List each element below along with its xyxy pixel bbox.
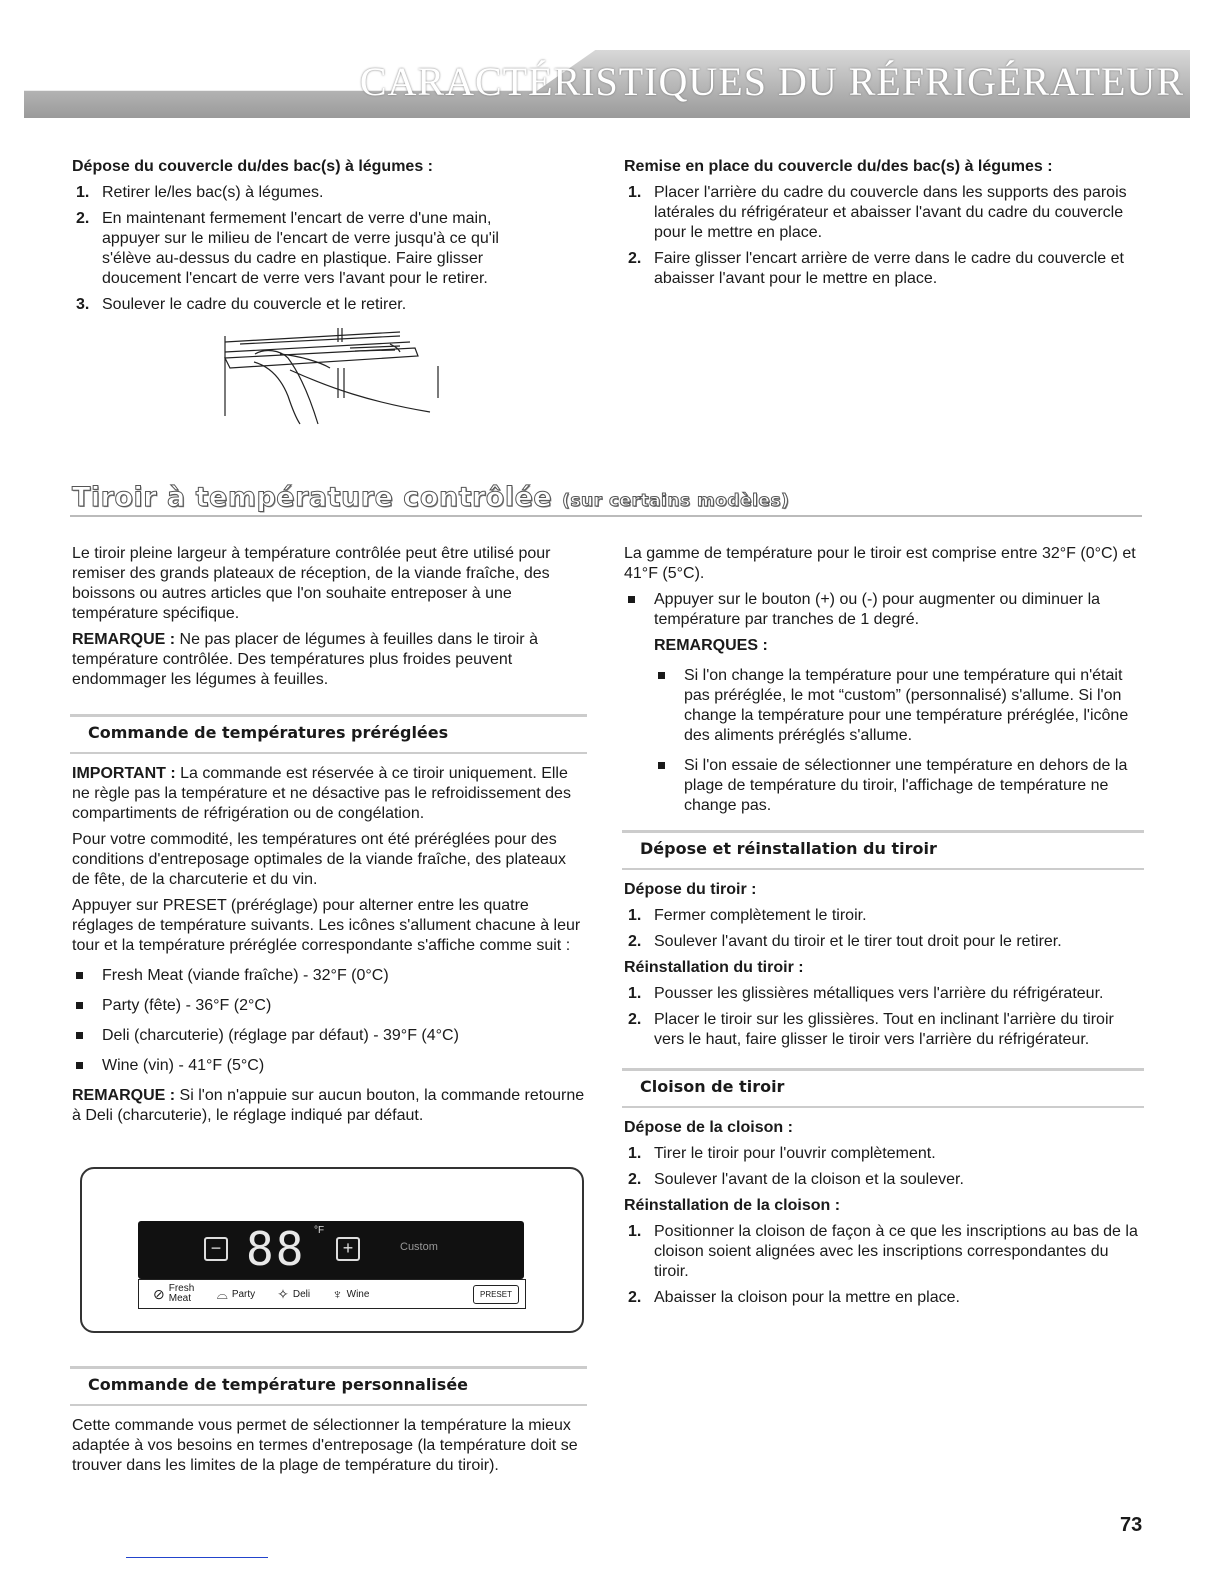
drawer-heading-box <box>622 830 1144 870</box>
list-item: Fresh Meat (viande fraîche) - 32°F (0°C) <box>72 966 587 986</box>
custom-indicator: Custom <box>400 1241 438 1253</box>
drawer-heading: Dépose et réinstallation du tiroir <box>640 839 937 858</box>
divider-heading-box <box>622 1068 1144 1108</box>
list-item: 1. Positionner la cloison de façon à ce que les inscriptions au bas de la cloison soient alignées avec les inscriptions correspondantes du tiroir. <box>628 1223 1138 1280</box>
list-item: 1. Fermer complètement le tiroir. <box>628 907 867 924</box>
list-item: Appuyer sur le bouton (+) ou (-) pour augmenter ou diminuer la température par tranches de 1 degré. <box>624 590 1144 630</box>
preset-control-heading-box <box>70 714 587 754</box>
list-item: Party (fête) - 36°F (2°C) <box>72 996 587 1016</box>
list-item: Deli (charcuterie) (réglage par défaut) - 39°F (4°C) <box>72 1026 587 1046</box>
list-item: Si l'on essaie de sélectionner une température en dehors de la plage de température du tiroir, l'affichage de température ne change pas. <box>654 756 1144 816</box>
divider-remove-steps <box>624 1144 1144 1190</box>
list-item: 3. Soulever le cadre du couvercle et le retirer. <box>76 296 407 313</box>
range-paragraph: La gamme de température pour le tiroir est comprise entre 32°F (0°C) et 41°F (5°C). <box>624 545 1136 582</box>
section-title-text: Tiroir à température contrôlée <box>72 482 553 513</box>
preset-control-heading: Commande de températures préréglées <box>88 723 449 742</box>
custom-control-section <box>72 1366 587 1482</box>
top-left-column <box>72 157 542 321</box>
preset-paragraph: Appuyer sur PRESET (préréglage) pour alterner entre les quatre réglages de température suivants. Les icônes s'allument chacune à leur tour et la température préréglée correspondante s'affiche comme suit : <box>72 897 581 954</box>
footer-line <box>126 1557 268 1558</box>
drawer-reinstall-heading: Réinstallation du tiroir : <box>624 959 804 976</box>
remarks-heading: REMARQUES : <box>654 637 768 654</box>
list-item: Si l'on change la température pour une température qui n'était pas préréglée, le mot “custom” (personnalisé) s'allume. Si l'on change la température pour une température préréglée, l'icône des aliments préréglés s'allume. <box>654 666 1144 746</box>
header-title: CARACTÉRISTIQUES DU RÉFRIGÉRATEUR <box>359 59 1184 104</box>
list-item: 2. Abaisser la cloison pour la mettre en place. <box>628 1289 960 1306</box>
remarks-block <box>624 636 1144 816</box>
drawer-remove-steps <box>624 906 1144 952</box>
top-right-column <box>624 157 1144 295</box>
divider-heading: Cloison de tiroir <box>640 1077 785 1096</box>
page-number: 73 <box>1120 1514 1143 1536</box>
preset-list <box>72 966 587 1076</box>
section-subtitle: (sur certains modèles) <box>562 491 790 511</box>
crisper-cover-illustration <box>210 318 460 430</box>
wine-label: Wine <box>346 1288 370 1300</box>
list-item: 1. Retirer le/les bac(s) à légumes. <box>76 184 324 201</box>
list-item: 1. Pousser les glissières métalliques vers l'arrière du réfrigérateur. <box>628 985 1104 1002</box>
plus-button[interactable]: + <box>336 1237 360 1261</box>
section-rule <box>70 515 1142 517</box>
section-title <box>72 482 789 513</box>
custom-control-paragraph: Cette commande vous permet de sélectionner la température la mieux adaptée à vos besoins en termes d'entreposage (la température doit se trouver dans les limites de la plage de température du tiroir). <box>72 1417 578 1474</box>
deli-icon: ✧ <box>277 1285 289 1302</box>
list-item: 1. Tirer le tiroir pour l'ouvrir complètement. <box>628 1145 936 1162</box>
control-panel-illustration <box>80 1167 584 1333</box>
list-item: Wine (vin) - 41°F (5°C) <box>72 1056 587 1076</box>
left-column <box>72 544 587 1132</box>
custom-control-heading: Commande de température personnalisée <box>88 1375 469 1394</box>
custom-control-heading-box <box>70 1366 587 1406</box>
crisper-replace-steps <box>624 183 1144 289</box>
convenience-paragraph: Pour votre commodité, les températures ont été préréglées pour des conditions d'entreposage optimales de la viande fraîche, des plateaux de fête, de la charcuterie et du vin. <box>72 831 567 888</box>
list-item: 2. Placer le tiroir sur les glissières. Tout en inclinant l'arrière du tiroir vers le haut, faire glisser le tiroir vers l'arrière du réfrigérateur. <box>628 1011 1114 1048</box>
list-item: 1. Placer l'arrière du cadre du couvercle dans les supports des parois latérales du réfrigérateur et abaisser l'avant du cadre du couvercle pour le mettre en place. <box>628 184 1127 241</box>
drawer-remove-heading: Dépose du tiroir : <box>624 881 757 898</box>
divider-reinstall-steps <box>624 1222 1144 1308</box>
default-note-paragraph: REMARQUE : Si l'on n'appuie sur aucun bouton, la commande retourne à Deli (charcuterie), le réglage indiqué par défaut. <box>72 1087 585 1124</box>
remarks-list <box>654 666 1144 816</box>
crisper-removal-steps <box>72 183 542 315</box>
list-item: 2. Faire glisser l'encart arrière de verre dans le cadre du couvercle et abaisser l'avant pour le mettre en place. <box>628 250 1124 287</box>
drawer-reinstall-steps <box>624 984 1144 1050</box>
party-label: Party <box>231 1288 256 1300</box>
crisper-replace-heading: Remise en place du couvercle du/des bac(s) à légumes : <box>624 158 1053 175</box>
unit-label: °F <box>314 1225 325 1236</box>
temperature-display <box>138 1221 524 1279</box>
fresh-meat-label: Fresh Meat <box>168 1283 195 1304</box>
temperature-digits: 88 <box>246 1222 306 1276</box>
list-item: 2. En maintenant fermement l'encart de verre d'une main, appuyer sur le milieu de l'encart de verre jusqu'à ce qu'il s'élève au-dessus du cadre en plastique. Faire glisser doucement l'encart de verre vers l'avant pour le retirer. <box>76 210 499 287</box>
deli-label: Deli <box>292 1288 311 1300</box>
note-paragraph: REMARQUE : Ne pas placer de légumes à feuilles dans le tiroir à température contrôlée. Des températures plus froides peuvent endommager les légumes à feuilles. <box>72 631 538 688</box>
party-tray-icon: ⌓ <box>216 1285 228 1302</box>
list-item: 2. Soulever l'avant de la cloison et la soulever. <box>628 1171 964 1188</box>
divider-remove-heading: Dépose de la cloison : <box>624 1119 793 1136</box>
important-paragraph: IMPORTANT : La commande est réservée à ce tiroir uniquement. Elle ne règle pas la température et ne désactive pas le refroidissement des compartiments de réfrigération ou de congélation. <box>72 765 571 822</box>
wine-icon: ♆ <box>332 1286 343 1302</box>
preset-button[interactable]: PRESET <box>473 1285 519 1304</box>
intro-paragraph: Le tiroir pleine largeur à température contrôlée peut être utilisé pour remiser des grands plateaux de réception, de la viande fraîche, des boissons ou autres articles que l'on souhaite entreposer à une température spécifique. <box>72 545 551 622</box>
crisper-removal-heading: Dépose du couvercle du/des bac(s) à légumes : <box>72 158 433 175</box>
divider-reinstall-heading: Réinstallation de la cloison : <box>624 1197 841 1214</box>
adjust-list <box>624 590 1144 630</box>
fresh-meat-icon: ⊘ <box>153 1285 165 1302</box>
preset-icon-strip <box>138 1279 526 1309</box>
list-item: 2. Soulever l'avant du tiroir et le tirer tout droit pour le retirer. <box>628 933 1062 950</box>
minus-button[interactable]: − <box>204 1237 228 1261</box>
right-column <box>624 544 1144 1314</box>
